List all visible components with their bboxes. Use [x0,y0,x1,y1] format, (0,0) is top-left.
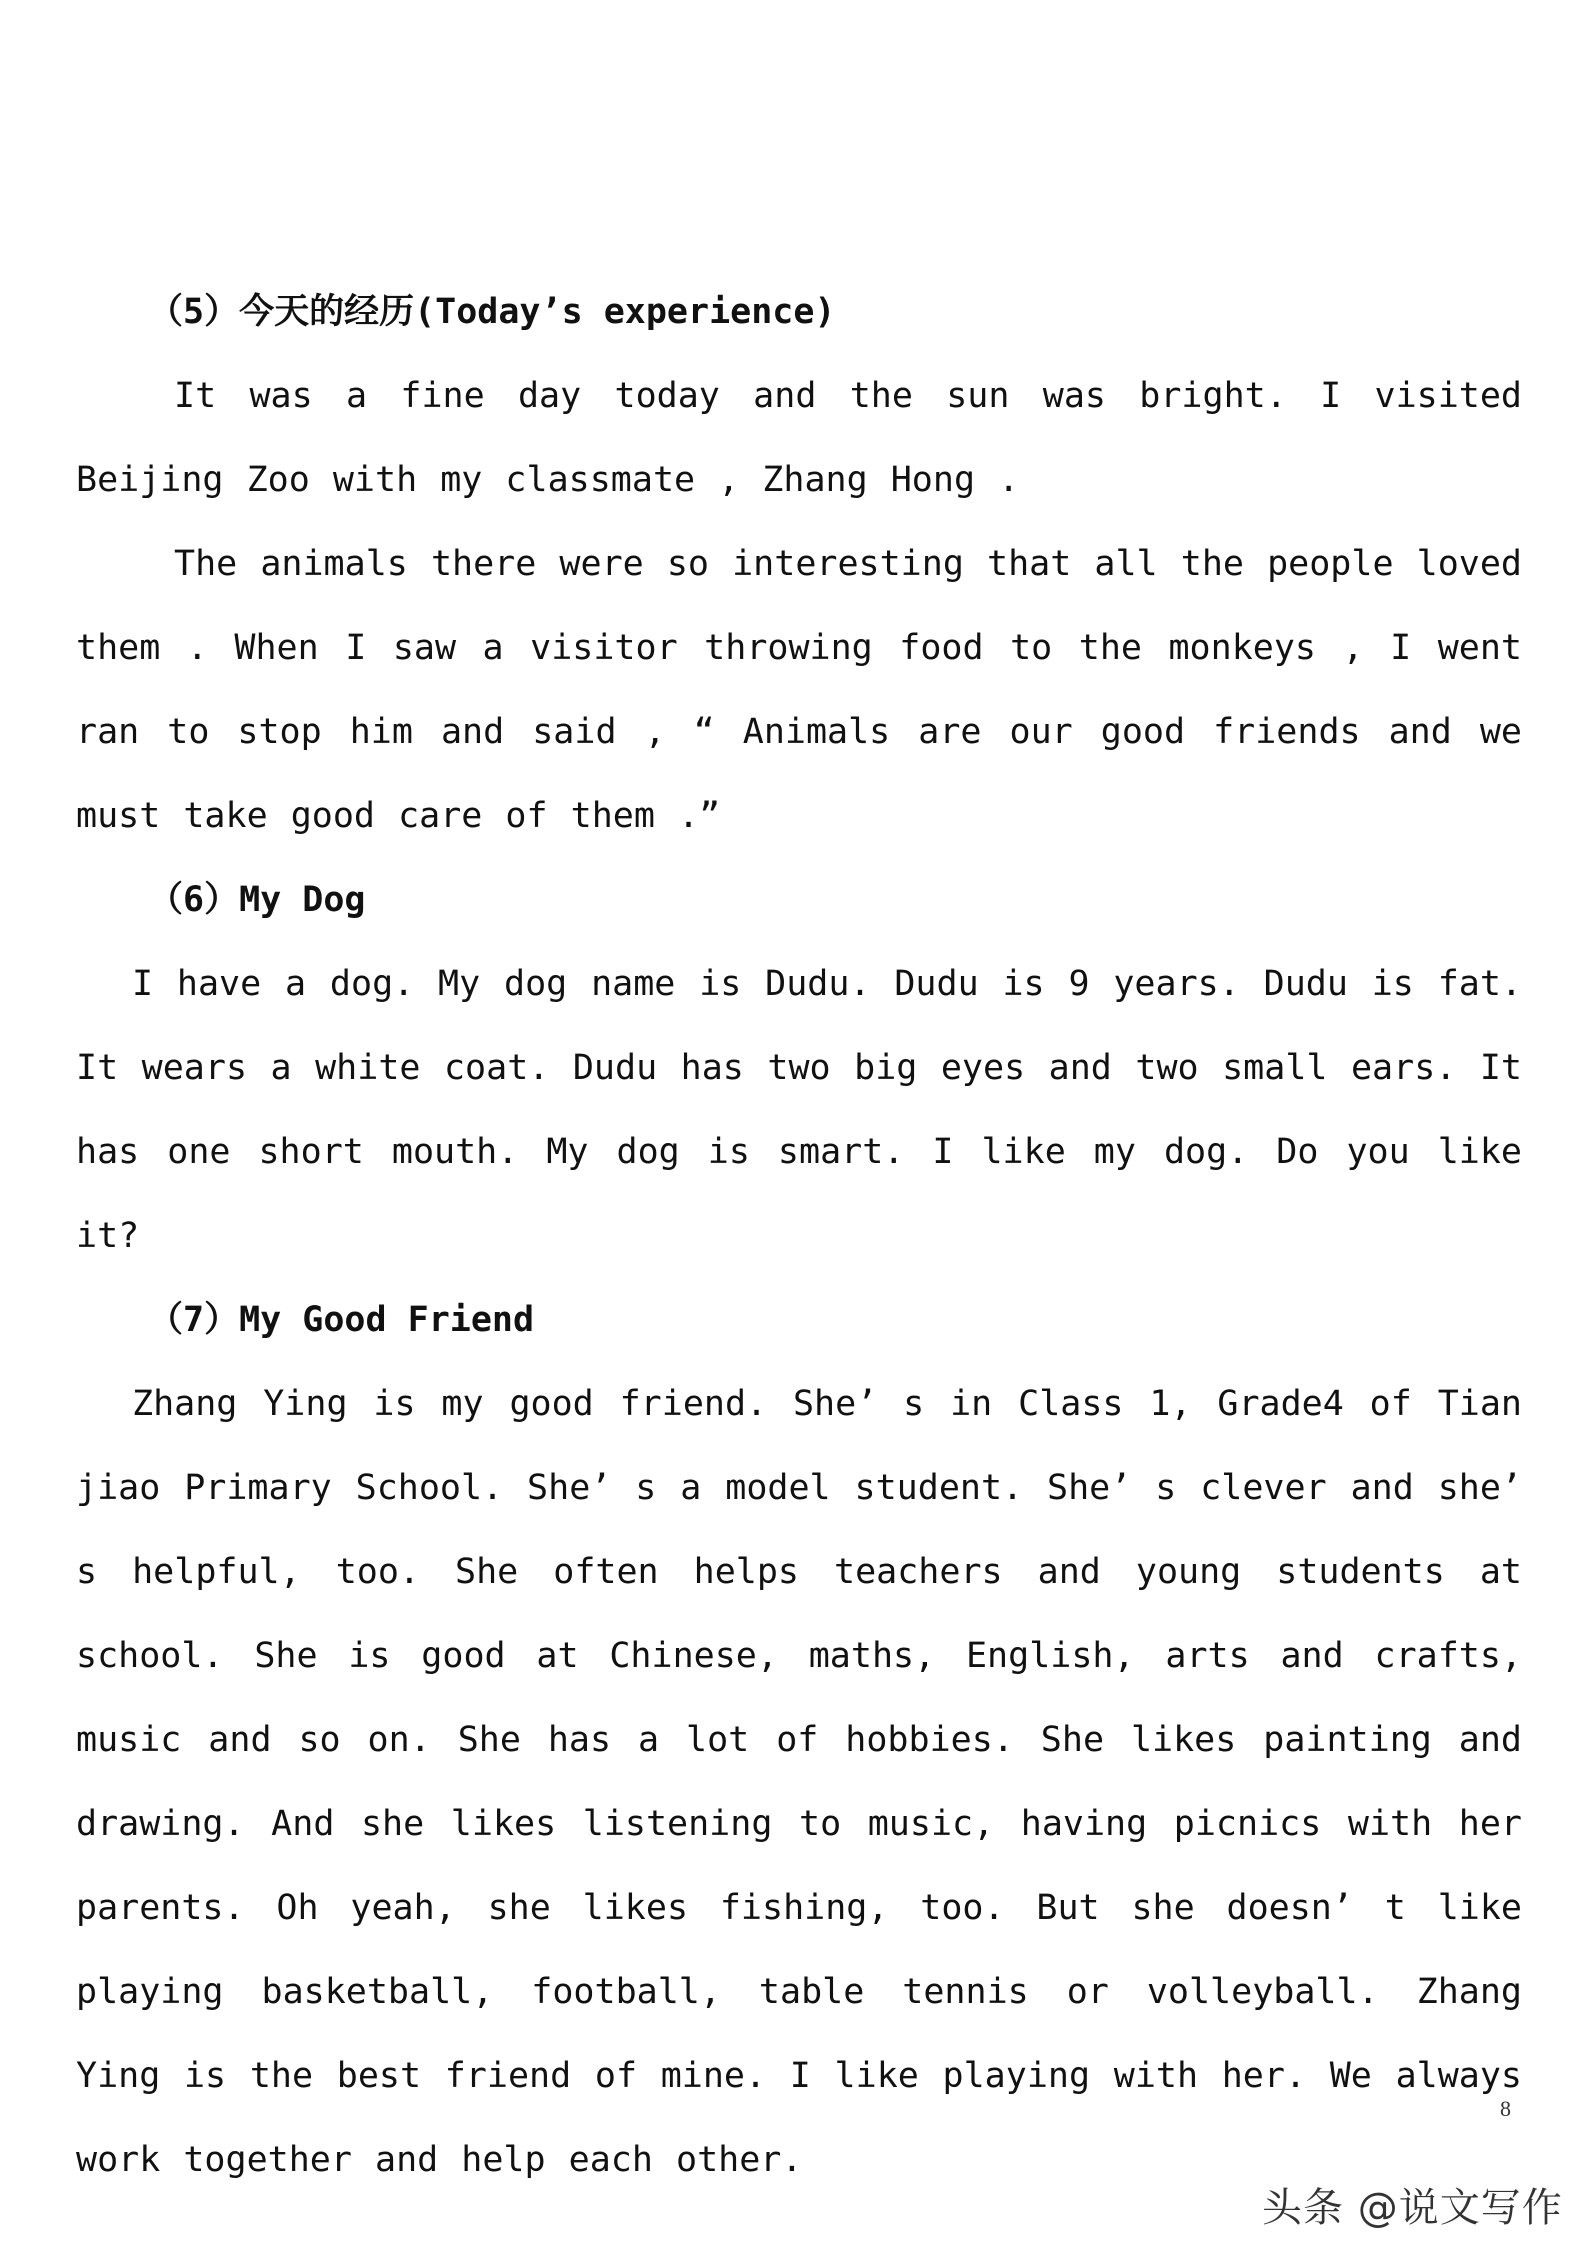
section-heading-my-dog: （6）My Dog [148,880,366,920]
document-body [76,270,1522,2202]
paragraph-my-good-friend: Zhang Ying is my good friend. She’ s in Class 1, Grade4 of Tian jiao Primary School. She’ s a model student. She’ s clever and she’ s helpful, too. She often helps teachers and young students at school. She is good at Chinese, maths, English, arts and crafts, music and so on. She has a lot of hobbies. She likes painting and drawing. And she likes listening to music, having picnics with her parents. Oh yeah, she likes fishing, too. But she doesn’ t like playing basketball, football, table tennis or volleyball. Zhang Ying is the best friend of mine. I like playing with her. We always work together and help each other. [76,1384,1522,2180]
paragraph-my-dog: I have a dog. My dog name is Dudu. Dudu is 9 years. Dudu is fat. It wears a white coat. Dudu has two big eyes and two small ears. It has one short mouth. My dog is smart. I like my dog. Do you like it? [76,964,1522,1256]
paragraph-zoo-visit: It was a fine day today and the sun was bright. I visited Beijing Zoo with my classmate , Zhang Hong . [76,376,1522,500]
paragraph-zoo-animals: The animals there were so interesting that all the people loved them . When I saw a visitor throwing food to the monkeys , I went ran to stop him and said , “ Animals are our good friends and we must take good care of them .” [76,544,1522,836]
section-heading-my-good-friend: （7）My Good Friend [148,1300,535,1340]
page-number: 8 [1500,2096,1511,2121]
section-heading-todays-experience: （5）今天的经历(Today’s experience) [148,292,836,332]
watermark-text: 头条 @说文写作 [1262,2185,1563,2231]
